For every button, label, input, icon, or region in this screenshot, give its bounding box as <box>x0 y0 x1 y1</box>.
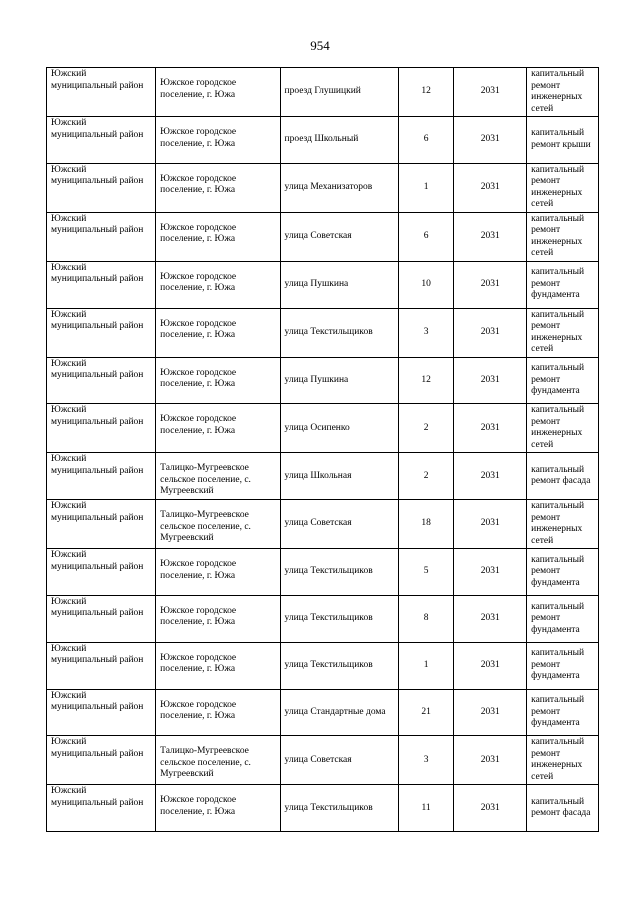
table-row <box>47 689 599 736</box>
street-cell: улица Советская <box>280 212 398 261</box>
district-cell: Южский муниципальный район <box>47 68 156 117</box>
house-number-cell: 6 <box>398 117 454 164</box>
table-row <box>47 549 599 596</box>
work-type-cell: капитальный ремонт фундамента <box>527 357 599 404</box>
street-cell: улица Стандартные дома <box>280 689 398 736</box>
settlement-cell: Южское городское поселение, г. Южа <box>156 404 280 453</box>
housing-repair-table <box>46 67 599 832</box>
work-type-cell: капитальный ремонт фасада <box>527 453 599 500</box>
year-cell: 2031 <box>454 261 527 308</box>
page-number: 954 <box>310 38 330 53</box>
year-cell: 2031 <box>454 308 527 357</box>
house-number-cell: 2 <box>398 404 454 453</box>
settlement-cell: Южское городское поселение, г. Южа <box>156 163 280 212</box>
district-cell: Южский муниципальный район <box>47 500 156 549</box>
year-cell: 2031 <box>454 736 527 785</box>
table-row <box>47 500 599 549</box>
district-cell: Южский муниципальный район <box>47 117 156 164</box>
street-cell: улица Механизаторов <box>280 163 398 212</box>
work-type-cell: капитальный ремонт фасада <box>527 785 599 832</box>
table-row <box>47 68 599 117</box>
street-cell: улица Текстильщиков <box>280 549 398 596</box>
year-cell: 2031 <box>454 500 527 549</box>
house-number-cell: 3 <box>398 736 454 785</box>
work-type-cell: капитальный ремонт инженерных сетей <box>527 736 599 785</box>
settlement-cell: Южское городское поселение, г. Южа <box>156 785 280 832</box>
house-number-cell: 12 <box>398 68 454 117</box>
settlement-cell: Южское городское поселение, г. Южа <box>156 549 280 596</box>
settlement-cell: Талицко-Мугреевское сельское поселение, с. Мугреевский <box>156 736 280 785</box>
street-cell: улица Пушкина <box>280 357 398 404</box>
settlement-cell: Южское городское поселение, г. Южа <box>156 595 280 642</box>
work-type-cell: капитальный ремонт инженерных сетей <box>527 212 599 261</box>
settlement-cell: Южское городское поселение, г. Южа <box>156 212 280 261</box>
street-cell: улица Текстильщиков <box>280 595 398 642</box>
house-number-cell: 1 <box>398 642 454 689</box>
district-cell: Южский муниципальный район <box>47 642 156 689</box>
street-cell: улица Советская <box>280 500 398 549</box>
year-cell: 2031 <box>454 785 527 832</box>
district-cell: Южский муниципальный район <box>47 163 156 212</box>
year-cell: 2031 <box>454 453 527 500</box>
district-cell: Южский муниципальный район <box>47 549 156 596</box>
year-cell: 2031 <box>454 212 527 261</box>
year-cell: 2031 <box>454 163 527 212</box>
district-cell: Южский муниципальный район <box>47 308 156 357</box>
street-cell: улица Текстильщиков <box>280 785 398 832</box>
street-cell: улица Школьная <box>280 453 398 500</box>
table-row <box>47 736 599 785</box>
district-cell: Южский муниципальный район <box>47 736 156 785</box>
table-row <box>47 642 599 689</box>
work-type-cell: капитальный ремонт фундамента <box>527 595 599 642</box>
work-type-cell: капитальный ремонт инженерных сетей <box>527 308 599 357</box>
street-cell: улица Текстильщиков <box>280 642 398 689</box>
work-type-cell: капитальный ремонт инженерных сетей <box>527 163 599 212</box>
work-type-cell: капитальный ремонт фундамента <box>527 261 599 308</box>
house-number-cell: 11 <box>398 785 454 832</box>
table-row <box>47 785 599 832</box>
house-number-cell: 6 <box>398 212 454 261</box>
district-cell: Южский муниципальный район <box>47 785 156 832</box>
settlement-cell: Южское городское поселение, г. Южа <box>156 68 280 117</box>
street-cell: улица Текстильщиков <box>280 308 398 357</box>
work-type-cell: капитальный ремонт фундамента <box>527 642 599 689</box>
year-cell: 2031 <box>454 68 527 117</box>
year-cell: 2031 <box>454 117 527 164</box>
settlement-cell: Южское городское поселение, г. Южа <box>156 261 280 308</box>
house-number-cell: 18 <box>398 500 454 549</box>
house-number-cell: 8 <box>398 595 454 642</box>
district-cell: Южский муниципальный район <box>47 261 156 308</box>
house-number-cell: 5 <box>398 549 454 596</box>
year-cell: 2031 <box>454 357 527 404</box>
house-number-cell: 2 <box>398 453 454 500</box>
table-row <box>47 308 599 357</box>
settlement-cell: Южское городское поселение, г. Южа <box>156 117 280 164</box>
table-row <box>47 595 599 642</box>
settlement-cell: Южское городское поселение, г. Южа <box>156 308 280 357</box>
table-row <box>47 212 599 261</box>
district-cell: Южский муниципальный район <box>47 595 156 642</box>
year-cell: 2031 <box>454 642 527 689</box>
house-number-cell: 1 <box>398 163 454 212</box>
house-number-cell: 3 <box>398 308 454 357</box>
table-row <box>47 163 599 212</box>
work-type-cell: капитальный ремонт фундамента <box>527 549 599 596</box>
district-cell: Южский муниципальный район <box>47 453 156 500</box>
settlement-cell: Южское городское поселение, г. Южа <box>156 357 280 404</box>
work-type-cell: капитальный ремонт инженерных сетей <box>527 404 599 453</box>
table-row <box>47 117 599 164</box>
year-cell: 2031 <box>454 404 527 453</box>
district-cell: Южский муниципальный район <box>47 404 156 453</box>
street-cell: улица Советская <box>280 736 398 785</box>
settlement-cell: Южское городское поселение, г. Южа <box>156 689 280 736</box>
table-row <box>47 261 599 308</box>
table-row <box>47 357 599 404</box>
street-cell: проезд Глушицкий <box>280 68 398 117</box>
street-cell: проезд Школьный <box>280 117 398 164</box>
district-cell: Южский муниципальный район <box>47 689 156 736</box>
work-type-cell: капитальный ремонт инженерных сетей <box>527 68 599 117</box>
street-cell: улица Пушкина <box>280 261 398 308</box>
work-type-cell: капитальный ремонт крыши <box>527 117 599 164</box>
settlement-cell: Талицко-Мугреевское сельское поселение, с. Мугреевский <box>156 453 280 500</box>
district-cell: Южский муниципальный район <box>47 212 156 261</box>
year-cell: 2031 <box>454 595 527 642</box>
work-type-cell: капитальный ремонт фундамента <box>527 689 599 736</box>
year-cell: 2031 <box>454 689 527 736</box>
house-number-cell: 12 <box>398 357 454 404</box>
street-cell: улица Осипенко <box>280 404 398 453</box>
district-cell: Южский муниципальный район <box>47 357 156 404</box>
year-cell: 2031 <box>454 549 527 596</box>
work-type-cell: капитальный ремонт инженерных сетей <box>527 500 599 549</box>
settlement-cell: Талицко-Мугреевское сельское поселение, с. Мугреевский <box>156 500 280 549</box>
table-body <box>47 68 599 832</box>
settlement-cell: Южское городское поселение, г. Южа <box>156 642 280 689</box>
table-row <box>47 453 599 500</box>
house-number-cell: 21 <box>398 689 454 736</box>
table-row <box>47 404 599 453</box>
house-number-cell: 10 <box>398 261 454 308</box>
